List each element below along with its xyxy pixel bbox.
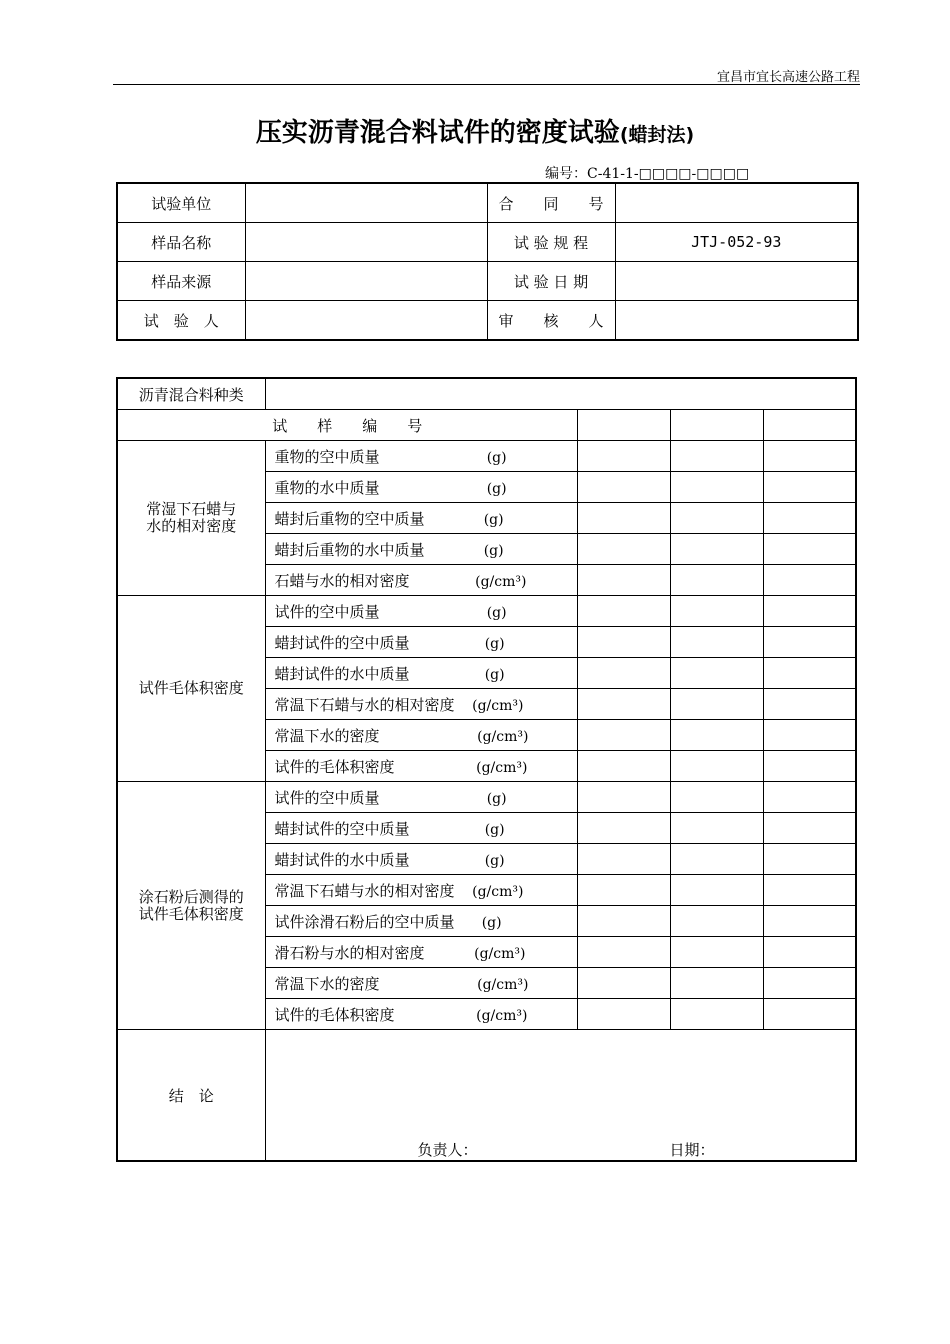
value-cell[interactable]	[763, 503, 856, 534]
conclusion-row	[117, 1030, 856, 1162]
title-method: (蜡封法)	[619, 124, 695, 146]
value-cell[interactable]	[670, 999, 763, 1030]
measure-unit: (g/cm³)	[477, 728, 529, 745]
measure-item	[265, 813, 577, 844]
group-label	[117, 782, 265, 1030]
tester-label: 试 验 人	[117, 301, 245, 341]
measure-name: 试件的空中质量	[274, 788, 380, 807]
measure-unit: (g)	[486, 480, 507, 497]
measure-unit: (g)	[486, 449, 507, 466]
form-code: 编号：C-41-1-□□□□-□□□□	[545, 166, 750, 182]
date-label: 试 验 日 期	[487, 262, 615, 301]
value-cell[interactable]	[763, 441, 856, 472]
value-cell[interactable]	[763, 875, 856, 906]
reviewer-input[interactable]	[615, 301, 858, 341]
measure-item	[265, 627, 577, 658]
measure-unit: (g)	[486, 790, 507, 807]
value-cell[interactable]	[577, 658, 670, 689]
measure-item	[265, 875, 577, 906]
measure-name: 重物的水中质量	[274, 478, 380, 497]
measure-name: 常温下石蜡与水的相对密度	[274, 881, 455, 900]
measure-unit: (g/cm³)	[472, 883, 524, 900]
value-cell[interactable]	[763, 472, 856, 503]
measure-item	[265, 534, 577, 565]
measure-unit: (g/cm³)	[475, 573, 527, 590]
measure-name: 常温下水的密度	[274, 726, 380, 745]
value-cell[interactable]	[577, 875, 670, 906]
value-cell[interactable]	[577, 844, 670, 875]
value-cell[interactable]	[577, 937, 670, 968]
measure-unit: (g/cm³)	[472, 697, 524, 714]
contract-input[interactable]	[615, 183, 858, 223]
measure-unit: (g/cm³)	[474, 945, 526, 962]
table-row	[117, 782, 856, 813]
measure-unit: (g)	[483, 542, 504, 559]
value-cell[interactable]	[670, 627, 763, 658]
value-cell[interactable]	[763, 751, 856, 782]
contract-label: 合 同 号	[487, 183, 615, 223]
page-title	[0, 112, 950, 149]
info-row	[117, 262, 858, 301]
measure-unit: (g)	[484, 666, 505, 683]
group-label-line: 常湿下石蜡与	[146, 500, 237, 518]
value-cell[interactable]	[763, 627, 856, 658]
conclusion-label: 结 论	[117, 1030, 265, 1162]
title-main: 压实沥青混合料试件的密度试验	[255, 118, 620, 148]
info-row	[117, 223, 858, 262]
source-input[interactable]	[245, 262, 487, 301]
value-cell[interactable]	[577, 565, 670, 596]
sample-name-label: 样品名称	[117, 223, 245, 262]
value-cell[interactable]	[763, 968, 856, 999]
measure-name: 蜡封试件的空中质量	[274, 819, 410, 838]
measure-item	[265, 596, 577, 627]
measure-name: 试件涂滑石粉后的空中质量	[274, 912, 455, 931]
value-cell[interactable]	[670, 906, 763, 937]
measure-item	[265, 999, 577, 1030]
value-cell[interactable]	[670, 565, 763, 596]
value-cell[interactable]	[763, 565, 856, 596]
value-cell[interactable]	[577, 813, 670, 844]
group-label	[117, 441, 265, 596]
measure-name: 常温下石蜡与水的相对密度	[274, 695, 455, 714]
value-cell[interactable]	[670, 937, 763, 968]
mix-type-row	[117, 378, 856, 410]
value-cell[interactable]	[763, 844, 856, 875]
value-cell[interactable]	[670, 875, 763, 906]
measure-item	[265, 906, 577, 937]
measure-item	[265, 782, 577, 813]
measure-item	[265, 937, 577, 968]
group-talc-bulk-density	[117, 782, 856, 1030]
group-label-line: 试件毛体积密度	[138, 904, 244, 923]
source-label: 样品来源	[117, 262, 245, 301]
project-header: 宜昌市宜长高速公路工程	[716, 70, 860, 85]
measure-unit: (g)	[486, 604, 507, 621]
measure-name: 试件的空中质量	[274, 602, 380, 621]
measure-name: 滑石粉与水的相对密度	[274, 943, 425, 962]
value-cell[interactable]	[763, 813, 856, 844]
value-cell[interactable]	[670, 813, 763, 844]
test-table	[116, 377, 857, 1162]
measure-name: 蜡封后重物的空中质量	[274, 509, 425, 528]
info-row	[117, 301, 858, 341]
measure-name: 重物的空中质量	[274, 447, 380, 466]
measure-item	[265, 565, 577, 596]
value-cell[interactable]	[763, 999, 856, 1030]
sample-name-input[interactable]	[245, 223, 487, 262]
info-row	[117, 183, 858, 223]
measure-item	[265, 751, 577, 782]
group-label-line: 涂石粉后测得的	[138, 887, 244, 906]
value-cell[interactable]	[763, 782, 856, 813]
measure-unit: (g/cm³)	[476, 1007, 528, 1024]
measure-unit: (g)	[483, 511, 504, 528]
measure-unit: (g)	[484, 852, 505, 869]
responsible-label: 负责人：	[417, 1141, 478, 1159]
group-label	[117, 596, 265, 782]
value-cell[interactable]	[577, 689, 670, 720]
measure-name: 石蜡与水的相对密度	[274, 571, 410, 590]
value-cell[interactable]	[763, 720, 856, 751]
value-cell[interactable]	[577, 782, 670, 813]
measure-unit: (g)	[481, 914, 502, 931]
value-cell[interactable]	[577, 720, 670, 751]
value-cell[interactable]	[670, 596, 763, 627]
value-cell[interactable]	[577, 627, 670, 658]
unit-input[interactable]	[245, 183, 487, 223]
conclusion-input[interactable]	[265, 1030, 856, 1162]
header-rule	[113, 84, 860, 85]
measure-name: 试件的毛体积密度	[274, 1005, 395, 1024]
measure-item	[265, 720, 577, 751]
sample-no-cell[interactable]	[577, 410, 670, 441]
date-input[interactable]	[615, 262, 858, 301]
unit-label: 试验单位	[117, 183, 245, 223]
measure-name: 蜡封试件的水中质量	[274, 850, 410, 869]
value-cell[interactable]	[670, 751, 763, 782]
rule-label: 试 验 规 程	[487, 223, 615, 262]
measure-item	[265, 503, 577, 534]
group-bulk-density	[117, 596, 856, 782]
table-row	[117, 441, 856, 472]
group-label-line: 试件毛体积密度	[138, 679, 244, 697]
sample-no-cell[interactable]	[670, 410, 763, 441]
rule-value[interactable]: JTJ-052-93	[615, 223, 858, 262]
value-cell[interactable]	[670, 968, 763, 999]
mix-type-label: 沥青混合料种类	[117, 378, 265, 410]
value-cell[interactable]	[670, 782, 763, 813]
measure-item	[265, 968, 577, 999]
tester-input[interactable]	[245, 301, 487, 341]
measure-item	[265, 844, 577, 875]
measure-item	[265, 658, 577, 689]
measure-item	[265, 441, 577, 472]
value-cell[interactable]	[670, 689, 763, 720]
value-cell[interactable]	[763, 534, 856, 565]
measure-unit: (g)	[484, 635, 505, 652]
sample-no-cell[interactable]	[763, 410, 856, 441]
value-cell[interactable]	[763, 689, 856, 720]
value-cell[interactable]	[577, 906, 670, 937]
measure-unit: (g/cm³)	[476, 759, 528, 776]
measure-item	[265, 689, 577, 720]
measure-item	[265, 472, 577, 503]
value-cell[interactable]	[670, 658, 763, 689]
value-cell[interactable]	[670, 844, 763, 875]
value-cell[interactable]	[577, 441, 670, 472]
value-cell[interactable]	[577, 596, 670, 627]
value-cell[interactable]	[577, 472, 670, 503]
value-cell[interactable]	[577, 503, 670, 534]
value-cell[interactable]	[763, 658, 856, 689]
measure-name: 常温下水的密度	[274, 974, 380, 993]
measure-name: 蜡封试件的空中质量	[274, 633, 410, 652]
info-table	[116, 182, 859, 341]
value-cell[interactable]	[763, 906, 856, 937]
reviewer-label: 审 核 人	[487, 301, 615, 341]
group-label-line: 水的相对密度	[146, 517, 237, 535]
table-row	[117, 596, 856, 627]
measure-name: 蜡封后重物的水中质量	[274, 540, 425, 559]
group-wax-density	[117, 441, 856, 596]
mix-type-input[interactable]	[265, 378, 856, 410]
value-cell[interactable]	[763, 596, 856, 627]
value-cell[interactable]	[577, 751, 670, 782]
value-cell[interactable]	[577, 534, 670, 565]
sample-no-row	[117, 410, 856, 441]
measure-unit: (g)	[484, 821, 505, 838]
value-cell[interactable]	[577, 999, 670, 1030]
value-cell[interactable]	[670, 720, 763, 751]
measure-name: 蜡封试件的水中质量	[274, 664, 410, 683]
value-cell[interactable]	[670, 503, 763, 534]
measure-name: 试件的毛体积密度	[274, 757, 395, 776]
value-cell[interactable]	[670, 441, 763, 472]
sample-no-label: 试 样 编 号	[117, 410, 577, 441]
value-cell[interactable]	[670, 534, 763, 565]
value-cell[interactable]	[670, 472, 763, 503]
value-cell[interactable]	[577, 968, 670, 999]
value-cell[interactable]	[763, 937, 856, 968]
measure-unit: (g/cm³)	[477, 976, 529, 993]
conclusion-date-label: 日期：	[669, 1141, 715, 1159]
